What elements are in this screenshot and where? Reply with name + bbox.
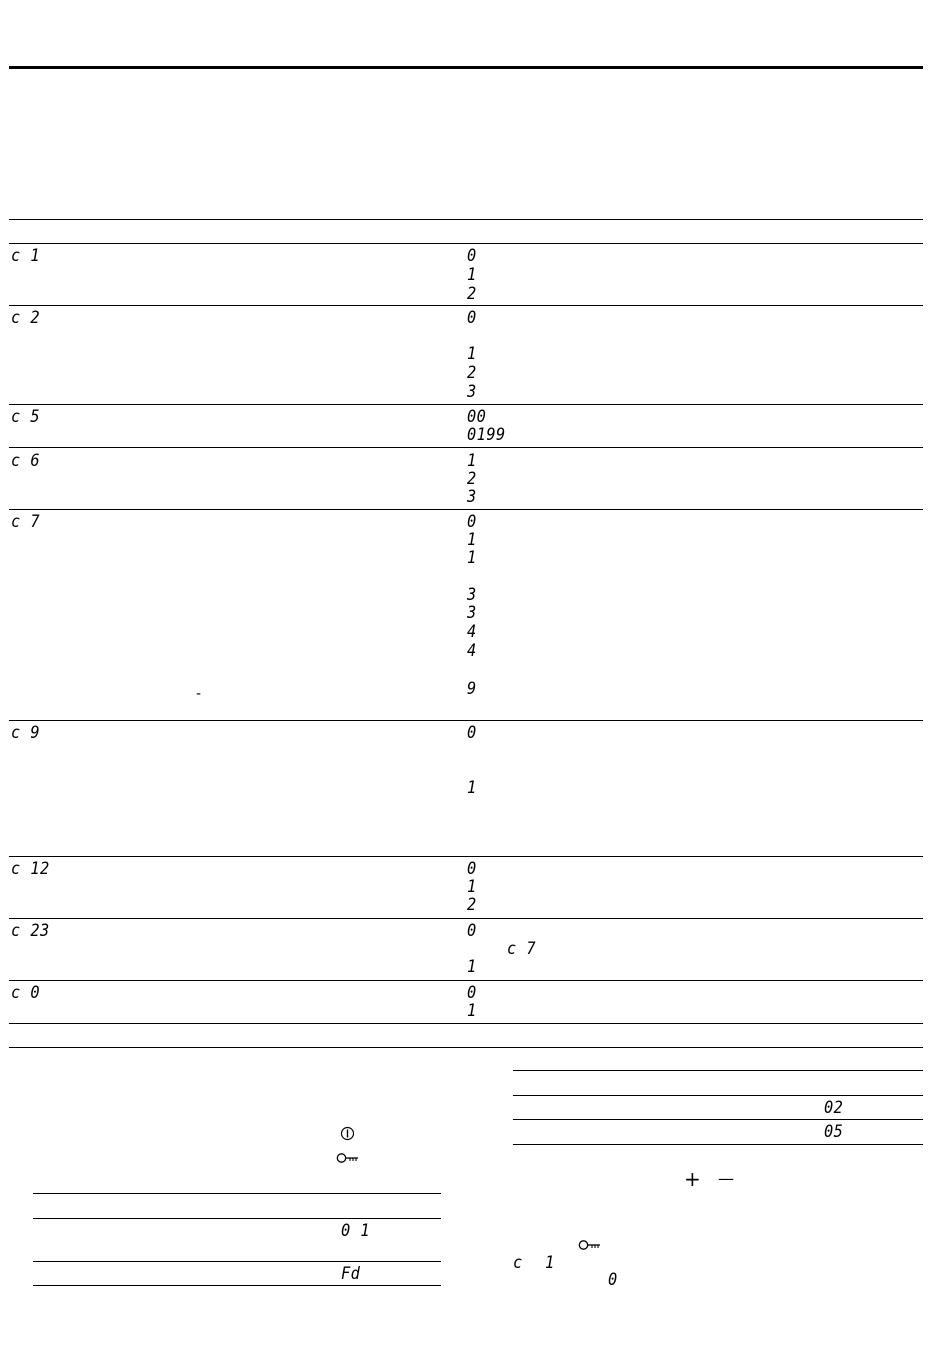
setting-value: 3 <box>467 585 477 605</box>
table-header-rule <box>9 243 923 244</box>
display-value: 0 1 <box>341 1221 370 1241</box>
setting-code: c 0 <box>11 983 40 1003</box>
row-divider <box>9 404 923 405</box>
row-divider <box>9 856 923 857</box>
row-divider <box>9 918 923 919</box>
setting-value: 0199 <box>467 425 506 445</box>
setting-value: 3 <box>467 487 477 507</box>
setting-value: 4 <box>467 641 477 661</box>
row-divider <box>9 447 923 448</box>
key-icon <box>336 1149 360 1168</box>
row-divider <box>9 305 923 306</box>
key-icon <box>578 1236 602 1255</box>
left-table-top-rule <box>33 1193 441 1194</box>
setting-code: c 2 <box>11 308 40 328</box>
row-divider <box>9 980 923 981</box>
setting-value: 0 <box>467 921 477 941</box>
setting-value: 1 <box>467 1001 477 1021</box>
setting-value: 0 <box>467 308 477 328</box>
setting-value: c 7 <box>507 939 536 959</box>
setting-value: 9 <box>467 679 477 699</box>
setting-value: 1 <box>467 344 477 364</box>
row-divider <box>33 1261 441 1262</box>
row-divider <box>9 509 923 510</box>
instruction-code: c <box>513 1253 523 1273</box>
right-table-top-rule <box>513 1070 923 1071</box>
display-value: 05 <box>824 1122 844 1142</box>
setting-value: 0 <box>467 859 477 879</box>
setting-code: c 6 <box>11 451 40 471</box>
setting-code: c 23 <box>11 921 50 941</box>
setting-value: 0 <box>467 512 477 532</box>
plus-symbol: + <box>684 1167 701 1191</box>
table-bottom-rule <box>9 1047 923 1048</box>
setting-code: c 12 <box>11 859 50 879</box>
setting-value: 00 <box>467 407 487 427</box>
setting-value: 0 <box>467 246 477 266</box>
setting-value: 2 <box>467 469 477 489</box>
setting-value: 0 <box>467 983 477 1003</box>
setting-value: 1 <box>467 957 477 977</box>
row-divider <box>9 720 923 721</box>
row-divider <box>513 1119 923 1120</box>
setting-value: 0 <box>467 723 477 743</box>
setting-value: 3 <box>467 603 477 623</box>
setting-value: 1 <box>467 530 477 550</box>
setting-code: c 9 <box>11 723 40 743</box>
setting-code: c 7 <box>11 512 40 532</box>
setting-code: c 1 <box>11 246 40 266</box>
left-table-bottom-rule <box>33 1285 441 1286</box>
instruction-digit: 1 <box>545 1253 555 1273</box>
setting-value: 3 <box>467 382 477 402</box>
header-rule <box>9 66 923 69</box>
right-table-bottom-rule <box>513 1144 923 1145</box>
setting-value: 1 <box>467 451 477 471</box>
instruction-value: 0 <box>608 1270 618 1290</box>
setting-value: 1 <box>467 778 477 798</box>
row-divider <box>9 1023 923 1024</box>
setting-value: 1 <box>467 877 477 897</box>
display-value: 02 <box>824 1098 844 1118</box>
left-table-header-rule <box>33 1218 441 1219</box>
setting-value: 2 <box>467 284 477 304</box>
table-top-rule <box>9 219 923 220</box>
power-icon <box>340 1125 355 1145</box>
dash-mark: - <box>196 686 202 702</box>
display-value: Fd <box>341 1264 361 1284</box>
right-table-header-rule <box>513 1095 923 1096</box>
setting-code: c 5 <box>11 407 40 427</box>
setting-value: 4 <box>467 622 477 642</box>
setting-value: 2 <box>467 895 477 915</box>
setting-value: 2 <box>467 363 477 383</box>
minus-symbol: — <box>718 1169 734 1188</box>
setting-value: 1 <box>467 265 477 285</box>
setting-value: 1 <box>467 548 477 568</box>
